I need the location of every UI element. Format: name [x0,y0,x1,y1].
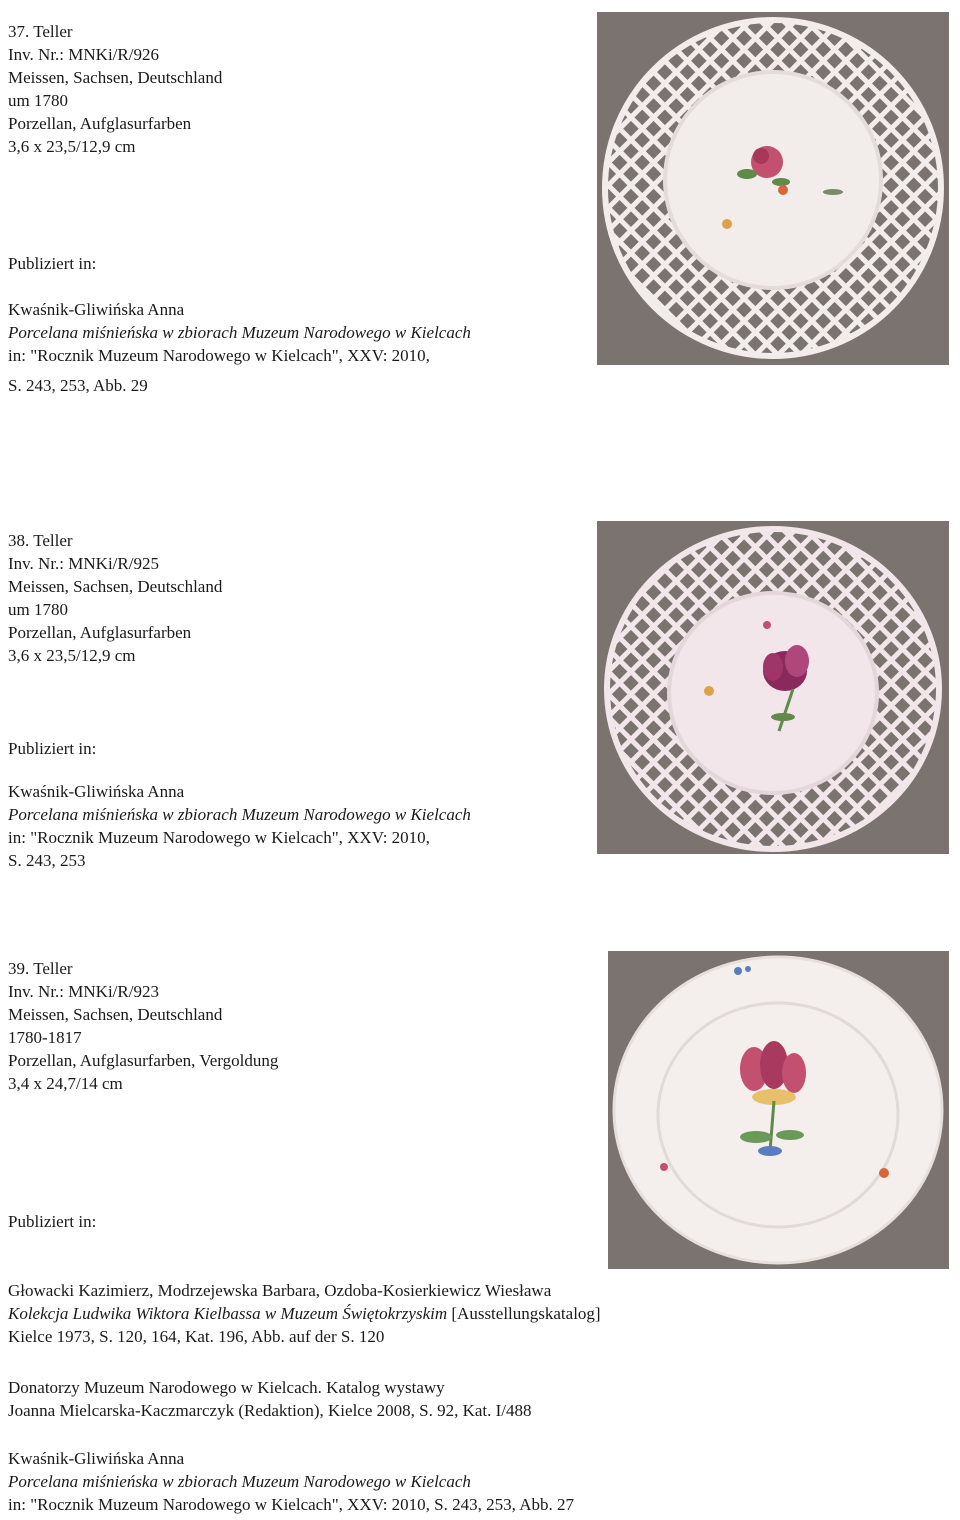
dimensions: 3,6 x 23,5/12,9 cm [8,646,136,665]
published-label: Publiziert in: [8,1212,97,1231]
painted-plate-image [608,951,949,1269]
inventory-number: Inv. Nr.: MNKi/R/926 [8,45,159,64]
ref-source: in: "Rocznik Muzeum Narodowego w Kielcach", XXV: 2010, [8,346,430,365]
date: um 1780 [8,600,68,619]
openwork-plate-image [597,521,949,854]
ref-author: Kwaśnik-Gliwińska Anna [8,782,185,801]
plate-photo-37 [597,12,949,365]
inventory-number: Inv. Nr.: MNKi/R/925 [8,554,159,573]
ref-1-title-line [8,1302,601,1325]
ref-1-source: Kielce 1973, S. 120, 164, Kat. 196, Abb. auf der S. 120 [8,1327,385,1346]
ref-3-title: Porcelana miśnieńska w zbiorach Muzeum Narodowego w Kielcach [8,1472,471,1491]
date: um 1780 [8,91,68,110]
ref-title: Porcelana miśnieńska w zbiorach Muzeum Narodowego w Kielcach [8,805,471,824]
entry-heading: 39. Teller [8,959,73,978]
material: Porzellan, Aufglasurfarben, Vergoldung [8,1051,279,1070]
ref-2-author: Donatorzy Muzeum Narodowego w Kielcach. Katalog wystawy [8,1378,445,1397]
plate-photo-38 [597,521,949,854]
dimensions: 3,6 x 23,5/12,9 cm [8,137,136,156]
ref-3-author: Kwaśnik-Gliwińska Anna [8,1449,185,1468]
ref-1-author: Głowacki Kazimierz, Modrzejewska Barbara, Ozdoba-Kosierkiewicz Wiesława [8,1281,552,1300]
entry-heading: 37. Teller [8,22,73,41]
origin: Meissen, Sachsen, Deutschland [8,68,223,87]
ref-title: Porcelana miśnieńska w zbiorach Muzeum Narodowego w Kielcach [8,323,471,342]
plate-photo-39 [608,951,949,1269]
ref-pages: S. 243, 253, Abb. 29 [8,376,148,395]
ref-1-title: Kolekcja Ludwika Wiktora Kielbassa w Muzeum Świętokrzyskim [8,1304,448,1323]
dimensions: 3,4 x 24,7/14 cm [8,1074,123,1093]
ref-3-source: in: "Rocznik Muzeum Narodowego w Kielcach", XXV: 2010, S. 243, 253, Abb. 27 [8,1495,574,1514]
ref-author: Kwaśnik-Gliwińska Anna [8,300,185,319]
origin: Meissen, Sachsen, Deutschland [8,1005,223,1024]
ref-1-title-suffix: [Ausstellungskatalog] [447,1304,601,1323]
openwork-plate-image [597,12,949,365]
ref-2-source: Joanna Mielcarska-Kaczmarczyk (Redaktion), Kielce 2008, S. 92, Kat. I/488 [8,1401,532,1420]
published-label: Publiziert in: [8,739,97,758]
material: Porzellan, Aufglasurfarben [8,114,192,133]
entry-heading: 38. Teller [8,531,73,550]
origin: Meissen, Sachsen, Deutschland [8,577,223,596]
inventory-number: Inv. Nr.: MNKi/R/923 [8,982,159,1001]
date: 1780-1817 [8,1028,82,1047]
material: Porzellan, Aufglasurfarben [8,623,192,642]
ref-pages: S. 243, 253 [8,851,86,870]
published-label: Publiziert in: [8,254,97,273]
ref-source: in: "Rocznik Muzeum Narodowego w Kielcach", XXV: 2010, [8,828,430,847]
